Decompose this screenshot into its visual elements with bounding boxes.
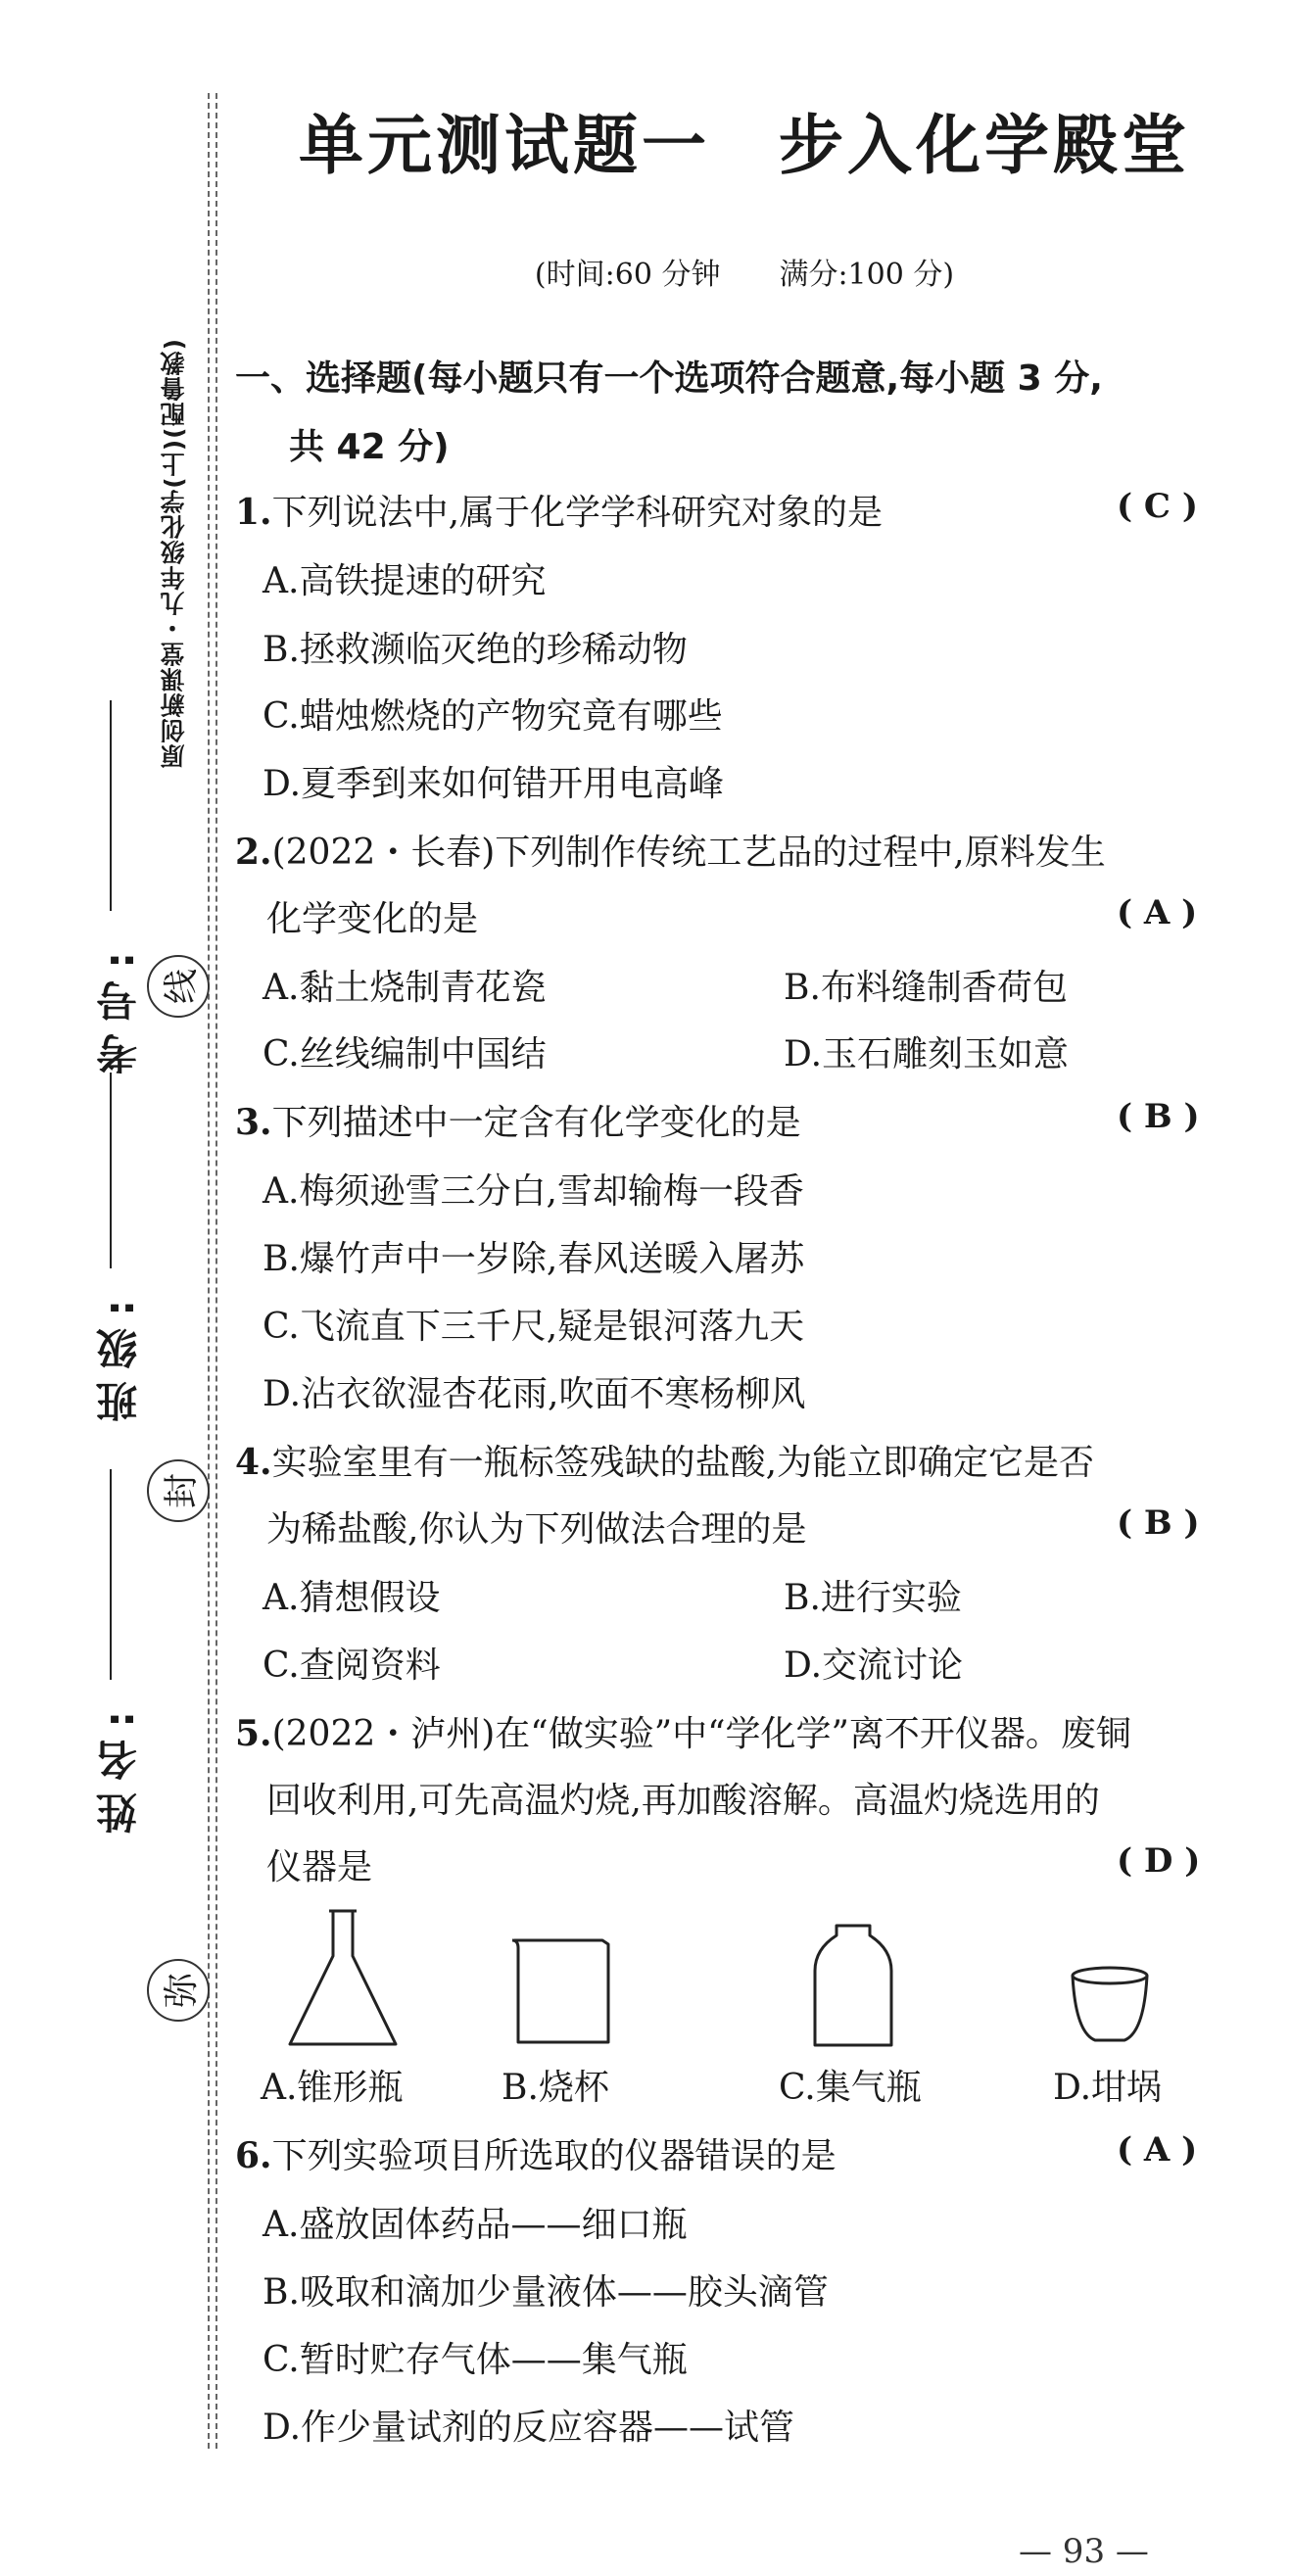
question-3 bbox=[235, 1095, 801, 1145]
question-5-cont2: 仪器是 bbox=[266, 1847, 373, 1887]
answer-3: ( B ) bbox=[1117, 1097, 1200, 1136]
question-stem: (2022・长春)下列制作传统工艺品的过程中,原料发生 bbox=[271, 833, 1106, 873]
option-4a[interactable]: A.猜想假设 bbox=[263, 1578, 441, 1618]
question-number: 6. bbox=[235, 2135, 272, 2176]
name-label: 姓名: bbox=[95, 1699, 143, 1834]
answer-4: ( B ) bbox=[1117, 1503, 1200, 1543]
option-4c[interactable]: C.查阅资料 bbox=[263, 1646, 441, 1686]
option-6c[interactable]: C.暂时贮存气体——集气瓶 bbox=[263, 2340, 688, 2380]
question-5-cont: 回收利用,可先高温灼烧,再加酸溶解。高温灼烧选用的 bbox=[266, 1781, 1100, 1821]
option-3d[interactable]: D.沾衣欲湿杏花雨,吹面不寒杨柳风 bbox=[263, 1374, 806, 1414]
section-heading: 一、选择题(每小题只有一个选项符合题意,每小题 3 分, bbox=[235, 358, 1103, 399]
option-3a[interactable]: A.梅须逊雪三分白,雪却输梅一段香 bbox=[263, 1171, 804, 1212]
margin-source-text: 原创新课堂・九年级化学(上)(配鲁教) bbox=[160, 338, 188, 769]
exam-info: (时间:60 分钟 满分:100 分) bbox=[534, 258, 955, 292]
seal-mark-seal: 封 bbox=[147, 1459, 210, 1522]
question-number: 2. bbox=[235, 832, 272, 873]
question-number: 5. bbox=[235, 1713, 272, 1754]
exam-no-line[interactable] bbox=[110, 700, 112, 911]
option-5d[interactable]: D.坩埚 bbox=[1053, 2068, 1163, 2108]
question-stem: 下列描述中一定含有化学变化的是 bbox=[271, 1103, 801, 1143]
exam-no-label: 考号: bbox=[95, 940, 143, 1074]
option-2a[interactable]: A.黏土烧制青花瓷 bbox=[263, 968, 547, 1008]
option-3c[interactable]: C.飞流直下三千尺,疑是银河落九天 bbox=[263, 1307, 805, 1347]
question-4 bbox=[235, 1435, 1094, 1485]
option-1c[interactable]: C.蜡烛燃烧的产物究竟有哪些 bbox=[263, 696, 723, 737]
option-6b[interactable]: B.吸取和滴加少量液体——胶头滴管 bbox=[263, 2272, 829, 2313]
answer-1: ( C ) bbox=[1117, 487, 1198, 526]
section-heading-cont: 共 42 分) bbox=[289, 427, 450, 467]
name-line[interactable] bbox=[110, 1469, 112, 1680]
question-6 bbox=[235, 2128, 837, 2178]
question-stem: (2022・泸州)在“做实验”中“学化学”离不开仪器。废铜 bbox=[271, 1714, 1131, 1754]
option-6d[interactable]: D.作少量试剂的反应容器——试管 bbox=[263, 2408, 795, 2448]
question-number: 4. bbox=[235, 1442, 272, 1483]
option-2b[interactable]: B.布料缝制香荷包 bbox=[784, 968, 1068, 1008]
question-stem: 实验室里有一瓶标签残缺的盐酸,为能立即确定它是否 bbox=[271, 1443, 1095, 1483]
option-2d[interactable]: D.玉石雕刻玉如意 bbox=[784, 1034, 1070, 1074]
question-number: 1. bbox=[235, 492, 272, 533]
gas-jar-icon bbox=[809, 1920, 897, 2052]
page-number: — 93 — bbox=[1019, 2532, 1149, 2571]
answer-2: ( A ) bbox=[1117, 893, 1198, 932]
option-2c[interactable]: C.丝线编制中国结 bbox=[263, 1034, 547, 1074]
question-stem: 下列说法中,属于化学学科研究对象的是 bbox=[271, 493, 884, 533]
class-label: 班级: bbox=[95, 1288, 143, 1422]
answer-6: ( A ) bbox=[1117, 2130, 1198, 2170]
answer-5: ( D ) bbox=[1117, 1841, 1201, 1881]
option-4b[interactable]: B.进行实验 bbox=[784, 1578, 962, 1618]
beaker-icon bbox=[504, 1934, 622, 2052]
erlenmeyer-flask-icon bbox=[284, 1905, 402, 2052]
question-1 bbox=[235, 485, 883, 535]
binding-dashed-line-outer bbox=[208, 93, 210, 2449]
option-5c[interactable]: C.集气瓶 bbox=[779, 2068, 922, 2108]
option-4d[interactable]: D.交流讨论 bbox=[784, 1646, 964, 1686]
seal-mark-line: 线 bbox=[147, 955, 210, 1018]
binding-dashed-line-inner bbox=[215, 93, 217, 2449]
option-3b[interactable]: B.爆竹声中一岁除,春风送暖入屠苏 bbox=[263, 1239, 805, 1279]
option-5a[interactable]: A.锥形瓶 bbox=[261, 2068, 404, 2108]
option-6a[interactable]: A.盛放固体药品——细口瓶 bbox=[263, 2205, 688, 2245]
question-2-cont: 化学变化的是 bbox=[266, 899, 479, 939]
option-5b[interactable]: B.烧杯 bbox=[502, 2068, 609, 2108]
question-2 bbox=[235, 825, 1106, 875]
option-1b[interactable]: B.拯救濒临灭绝的珍稀动物 bbox=[263, 630, 688, 670]
class-line[interactable] bbox=[110, 1073, 112, 1268]
question-5 bbox=[235, 1706, 1131, 1756]
page-title: 单元测试题一 步入化学殿堂 bbox=[299, 108, 1190, 183]
crucible-icon bbox=[1066, 1964, 1154, 2047]
seal-mark-mi: 弥 bbox=[147, 1959, 210, 2022]
question-stem: 下列实验项目所选取的仪器错误的是 bbox=[271, 2136, 837, 2176]
option-1d[interactable]: D.夏季到来如何错开用电高峰 bbox=[263, 764, 725, 804]
question-4-cont: 为稀盐酸,你认为下列做法合理的是 bbox=[266, 1509, 807, 1550]
option-1a[interactable]: A.高铁提速的研究 bbox=[263, 561, 547, 601]
question-number: 3. bbox=[235, 1102, 272, 1143]
